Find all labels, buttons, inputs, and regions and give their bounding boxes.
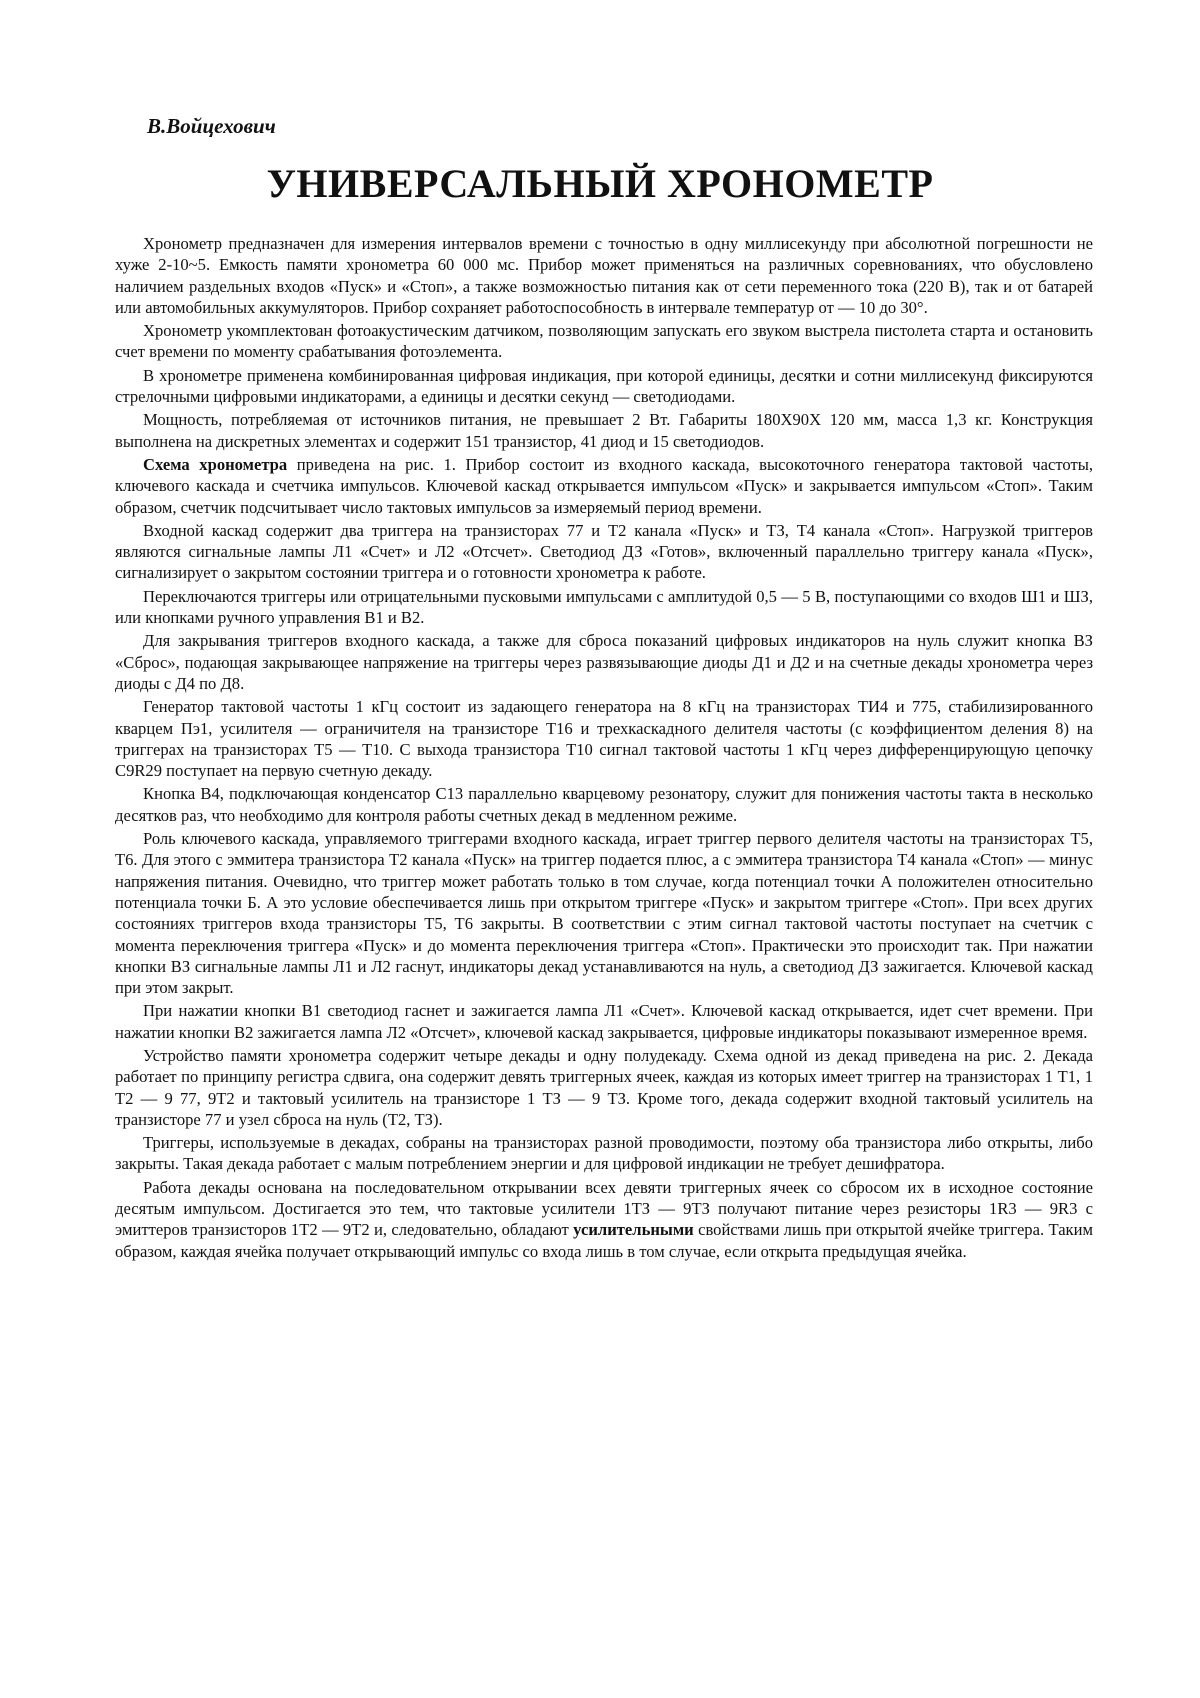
paragraph: Роль ключевого каскада, управляемого триггерами входного каскада, играет триггер первого делителя частоты на транзисторах Т5, Т6. Для этого с эммитера транзистора Т2 канала «Пуск» на триггер подается плюс, а с эммитера транзистора Т4 канала «Стоп» — минус напряжения питания. Очевидно, что триггер может работать только в том случае, когда потенциал точки А положителен относительно потенциала точки Б. А это условие обеспечивается лишь при открытом триггере «Пуск» и закрытом триггере «Стоп». При всех других состояниях триггеров входа транзисторы Т5, Т6 закрыты. В соответствии с этим сигнал тактовой частоты поступает на счетчик с момента переключения триггера «Пуск» и до момента переключения триггера «Стоп». Практически это происходит так. При нажатии кнопки ВЗ сигнальные лампы Л1 и Л2 гаснут, индикаторы декад устанавливаются на нуль, а светодиод ДЗ зажигается. Ключевой каскад при этом закрыт. — [115, 829, 1093, 998]
paragraph: Для закрывания триггеров входного каскада, а также для сброса показаний цифровых индикаторов на нуль служит кнопка ВЗ «Сброс», подающая закрывающее напряжение на триггеры через развязывающие диоды Д1 и Д2 и на счетные декады хронометра через диоды с Д4 по Д8. — [115, 631, 1093, 693]
paragraph-text: приведена на рис. 1. Прибор состоит из входного каскада, высокоточного генератора тактовой частоты, ключевого каскада и счетчика импульсов. Ключевой каскад открывается импульсом «Пуск» и закрывается импульсом «Стоп». Таким образом, счетчик подсчитывает число тактовых импульсов за измеряемый период времени. — [115, 454, 1094, 517]
article-title: УНИВЕРСАЛЬНЫЙ ХРОНОМЕТР — [266, 161, 934, 206]
paragraph: При нажатии кнопки В1 светодиод гаснет и зажигается лампа Л1 «Счет». Ключевой каскад открывается, идет счет времени. При нажатии кнопки В2 зажигается лампа Л2 «Отсчет», ключевой каскад закрывается, цифровые индикаторы показывают измеренное время. — [115, 1001, 1093, 1042]
paragraph — [115, 1177, 1093, 1262]
paragraph-text: Работа декады основана на последовательном открывании всех девяти триггерных ячеек со сбросом их в исходное состояние десятым импульсом. Достигается это тем, что тактовые усилители 1ТЗ — 9ТЗ получают питание через резисторы 1R3 — 9R3 с эмиттеров транзисторов 1Т2 — 9Т2 и, следовательно, обладают — [115, 1177, 1093, 1240]
paragraph: Переключаются триггеры или отрицательными пусковыми импульсами с амплитудой 0,5 — 5 В, поступающими со входов Ш1 и ШЗ, или кнопками ручного управления В1 и В2. — [115, 586, 1093, 628]
paragraph-lead: Схема хронометра — [143, 454, 288, 474]
paragraph: Триггеры, используемые в декадах, собраны на транзисторах разной проводимости, поэтому оба транзистора либо открыты, либо закрыты. Такая декада работает с малым потреблением энергии и для цифровой индикации не требует дешифратора. — [115, 1133, 1093, 1174]
paragraph: Мощность, потребляемая от источников питания, не превышает 2 Вт. Габариты 180Х90Х 120 мм, масса 1,3 кг. Конструкция выполнена на дискретных элементах и содержит 151 транзистор, 41 диод и 15 светодиодов. — [115, 410, 1093, 451]
paragraph: Входной каскад содержит два триггера на транзисторах 77 и Т2 канала «Пуск» и ТЗ, Т4 канала «Стоп». Нагрузкой триггеров являются сигнальные лампы Л1 «Счет» и Л2 «Отсчет». Светодиод ДЗ «Готов», включенный параллельно триггеру канала «Пуск», сигнализирует о закрытом состоянии триггера и о готовности хронометра к работе. — [115, 520, 1093, 583]
author-name: В.Войцехович — [147, 114, 276, 138]
paragraph: Хронометр предназначен для измерения интервалов времени с точностью в одну миллисекунду при абсолютной погрешности не хуже 2-10~5. Емкость памяти хронометра 60 000 мс. Прибор может применяться на различных соревнованиях, что обусловлено наличием раздельных входов «Пуск» и «Стоп», а также возможностью питания как от сети переменного тока (220 В), так и от батарей или автомобильных аккумуляторов. Прибор сохраняет работоспособность в интервале температур от — 10 до 30°. — [115, 234, 1093, 317]
paragraph: Генератор тактовой частоты 1 кГц состоит из задающего генератора на 8 кГц на транзисторах ТИ4 и 775, стабилизированного кварцем Пэ1, усилителя — ограничителя на транзисторе Т16 и трехкаскадного делителя частоты (с коэффициентом деления 8) на триггерах на транзисторах Т5 — Т10. С выхода транзистора Т10 сигнал тактовой частоты 1 кГц через дифференцирующую цепочку С9R29 поступает на первую счетную декаду. — [115, 697, 1093, 781]
paragraph-emphasis: усилительными — [573, 1220, 694, 1240]
paragraph: Устройство памяти хронометра содержит четыре декады и одну полудекаду. Схема одной из декад приведена на рис. 2. Декада работает по принципу регистра сдвига, она содержит девять триггерных ячеек, каждая из которых имеет триггер на транзисторах 1 Т1, 1 Т2 — 9 77, 9Т2 и тактовый усилитель на транзисторе 1 ТЗ — 9 ТЗ. Кроме того, декада содержит входной тактовый усилитель на транзисторе 77 и узел сброса на нуль (Т2, ТЗ). — [115, 1045, 1093, 1129]
article-body — [115, 233, 1093, 1264]
paragraph: Хронометр укомплектован фотоакустическим датчиком, позволяющим запускать его звуком выстрела пистолета старта и остановить счет времени по моменту срабатывания фотоэлемента. — [115, 321, 1093, 362]
paragraph-tail: свойствами лишь при открытой ячейке триггера. Таким образом, каждая ячейка получает открывающий импульс со входа лишь в том случае, если открыта предыдущая ячейка. — [115, 1220, 1093, 1261]
paragraph — [115, 454, 1093, 518]
paragraph: В хронометре применена комбинированная цифровая индикация, при которой единицы, десятки и сотни миллисекунд фиксируются стрелочными цифровыми индикаторами, а единицы и десятки секунд — светодиодами. — [115, 365, 1093, 407]
paragraph: Кнопка В4, подключающая конденсатор С13 параллельно кварцевому резонатору, служит для понижения частоты такта в несколько десятков раз, что необходимо для контроля работы счетных декад в медленном режиме. — [115, 784, 1093, 825]
